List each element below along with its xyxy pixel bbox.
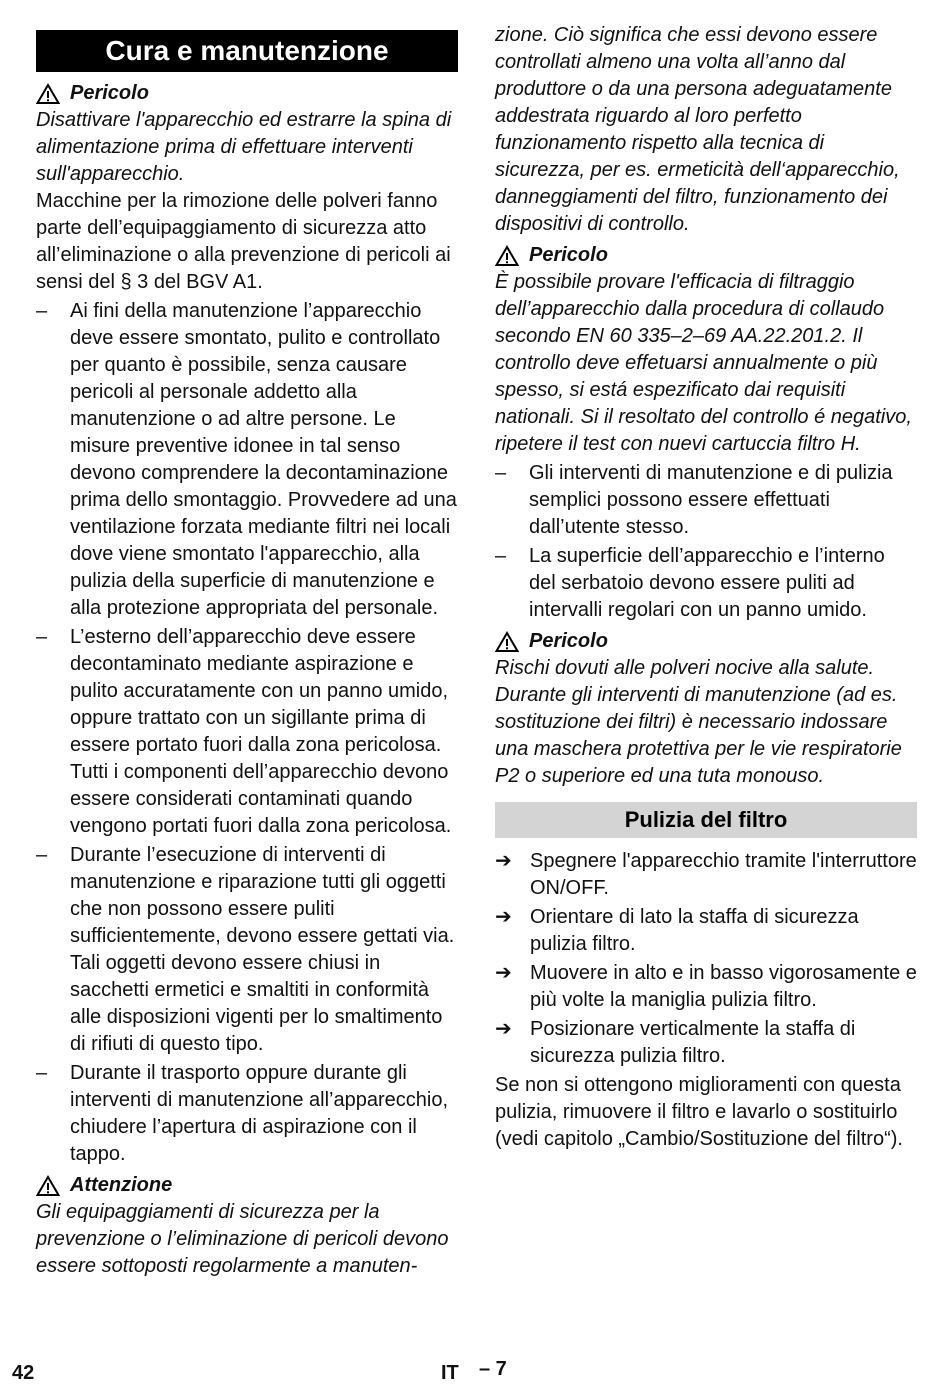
warning-triangle-icon [495, 245, 519, 267]
list-item-text: Durante il trasporto oppure durante gli interventi di manutenzione all’apparecchio, chiudere l’apertura di aspirazione con il tappo. [70, 1062, 449, 1165]
warning-heading [495, 628, 917, 655]
page-suffix: – 7 [479, 1358, 507, 1380]
language-code: IT [441, 1362, 459, 1384]
warning-triangle-icon [36, 83, 60, 105]
step-text: Orientare di lato la staffa di sicurezza pulizia filtro. [530, 906, 859, 955]
dash-bullet: – [36, 300, 48, 322]
subsection-title: Pulizia del filtro [495, 802, 917, 838]
caution-text: Gli equipaggiamenti di sicurezza per la prevenzione o l’eliminazione di pericoli devono essere sottoposti regolarmente a manuten- [36, 1201, 449, 1277]
step-item [495, 960, 917, 1014]
step-text: Spegnere l'apparecchio tramite l'interruttore ON/OFF. [530, 850, 917, 899]
list-item-text: La superficie dell’apparecchio e l’interno del serbatoio devono essere puliti ad intervalli regolari con un panno umido. [529, 545, 885, 621]
warning-triangle-icon [495, 631, 519, 653]
dash-bullet: – [36, 626, 48, 648]
step-item [495, 904, 917, 958]
step-item [495, 1016, 917, 1070]
warning-triangle-icon [36, 1175, 60, 1197]
caution-label: Attenzione [70, 1174, 173, 1196]
step-text: Muovere in alto e in basso vigorosamente e più volte la maniglia pulizia filtro. [530, 962, 917, 1011]
dash-bullet: – [36, 1062, 48, 1084]
arrow-right-icon: ➔ [495, 962, 512, 984]
warning-heading [36, 80, 458, 107]
warning-label: Pericolo [529, 244, 608, 266]
list-item [36, 842, 458, 1058]
closing-paragraph: Se non si ottengono miglioramenti con questa pulizia, rimuovere il filtro e lavarlo o sostituirlo (vedi capitolo „Cambio/Sostituzione del filtro“). [495, 1074, 903, 1150]
page-number: 42 [12, 1362, 35, 1384]
list-item [495, 543, 917, 624]
continued-text: zione. Ciò significa che essi devono essere controllati almeno una volta all’anno dal produttore o da una persona adeguatamente addestrata riguardo al loro perfetto funzionamento rispetto alla tecnica di sicurezza, per es. ermeticità dell‘apparecchio, danneggiamenti del filtro, funzionamento dei dispositivi di controllo. [495, 24, 900, 235]
list-item-text: L’esterno dell’apparecchio deve essere decontaminato mediante aspirazione e pulito accuratamente con un panno umido, oppure trattato con un sigillante prima di essere portato fuori dalla zona pericolosa. Tutti i componenti dell’apparecchio devono essere considerati contaminati quando vengono portati fuori dalla zona pericolosa. [70, 626, 452, 837]
arrow-right-icon: ➔ [495, 906, 512, 928]
warning-label: Pericolo [70, 82, 149, 104]
caution-heading [36, 1172, 458, 1199]
warning-label: Pericolo [529, 630, 608, 652]
warning-text: Disattivare l'apparecchio ed estrarre la spina di alimentazione prima di effettuare interventi sull'apparecchio. [36, 109, 452, 185]
list-item [36, 624, 458, 840]
right-column [495, 22, 917, 1153]
warning-text: È possibile provare l'efficacia di filtraggio dell’apparecchio dalla procedura di collaudo secondo EN 60 335–2–69 AA.22.201.2. Il controllo deve effetuarsi annualmente o più spesso, si está espezificato dai requisiti nationali. Si il resoltato del controllo é negativo, ripetere il test con nuevi cartuccia filtro H. [495, 271, 912, 455]
warning-text: Rischi dovuti alle polveri nocive alla salute. Durante gli interventi di manutenzione (ad es. sostituzione dei filtri) è necessario indossare una maschera protettiva per le vie respiratorie P2 o superiore ed una tuta monouso. [495, 657, 902, 787]
arrow-right-icon: ➔ [495, 1018, 512, 1040]
list-item-text: Gli interventi di manutenzione e di pulizia semplici possono essere effettuati dall’utente stesso. [529, 462, 893, 538]
list-item-text: Durante l’esecuzione di interventi di manutenzione e riparazione tutti gli oggetti che non possono essere puliti sufficientemente, devono essere gettati via. Tali oggetti devono essere chiusi in sacchetti ermetici e smaltiti in conformità alle disposizioni vigenti per lo smaltimento di rifiuti di questo tipo. [70, 844, 455, 1055]
arrow-right-icon: ➔ [495, 850, 512, 872]
list-item [36, 298, 458, 622]
step-text: Posizionare verticalmente la staffa di sicurezza pulizia filtro. [530, 1018, 856, 1067]
list-item [36, 1060, 458, 1168]
list-item [495, 460, 917, 541]
warning-heading [495, 242, 917, 269]
dash-bullet: – [495, 462, 507, 484]
dash-bullet: – [495, 545, 507, 567]
list-item-text: Ai fini della manutenzione l’apparecchio deve essere smontato, pulito e controllato per quanto è possibile, senza causare pericoli al personale addetto alla manutenzione o ad altre persone. Le misure preventive idonee in tal senso devono comprendere la decontaminazione prima dello smontaggio. Provvedere ad una ventilazione forzata mediante filtri nei locali dove viene smontato l'apparecchio, alla pulizia della superficie di manutenzione e alla protezione appropriata del personale. [70, 300, 457, 619]
section-title: Cura e manutenzione [36, 30, 458, 72]
left-column [36, 22, 458, 1280]
dash-bullet: – [36, 844, 48, 866]
intro-paragraph: Macchine per la rimozione delle polveri fanno parte dell’equipaggiamento di sicurezza atto all’eliminazione o alla prevenzione di pericoli ai sensi del § 3 del BGV A1. [36, 190, 451, 293]
step-item [495, 848, 917, 902]
